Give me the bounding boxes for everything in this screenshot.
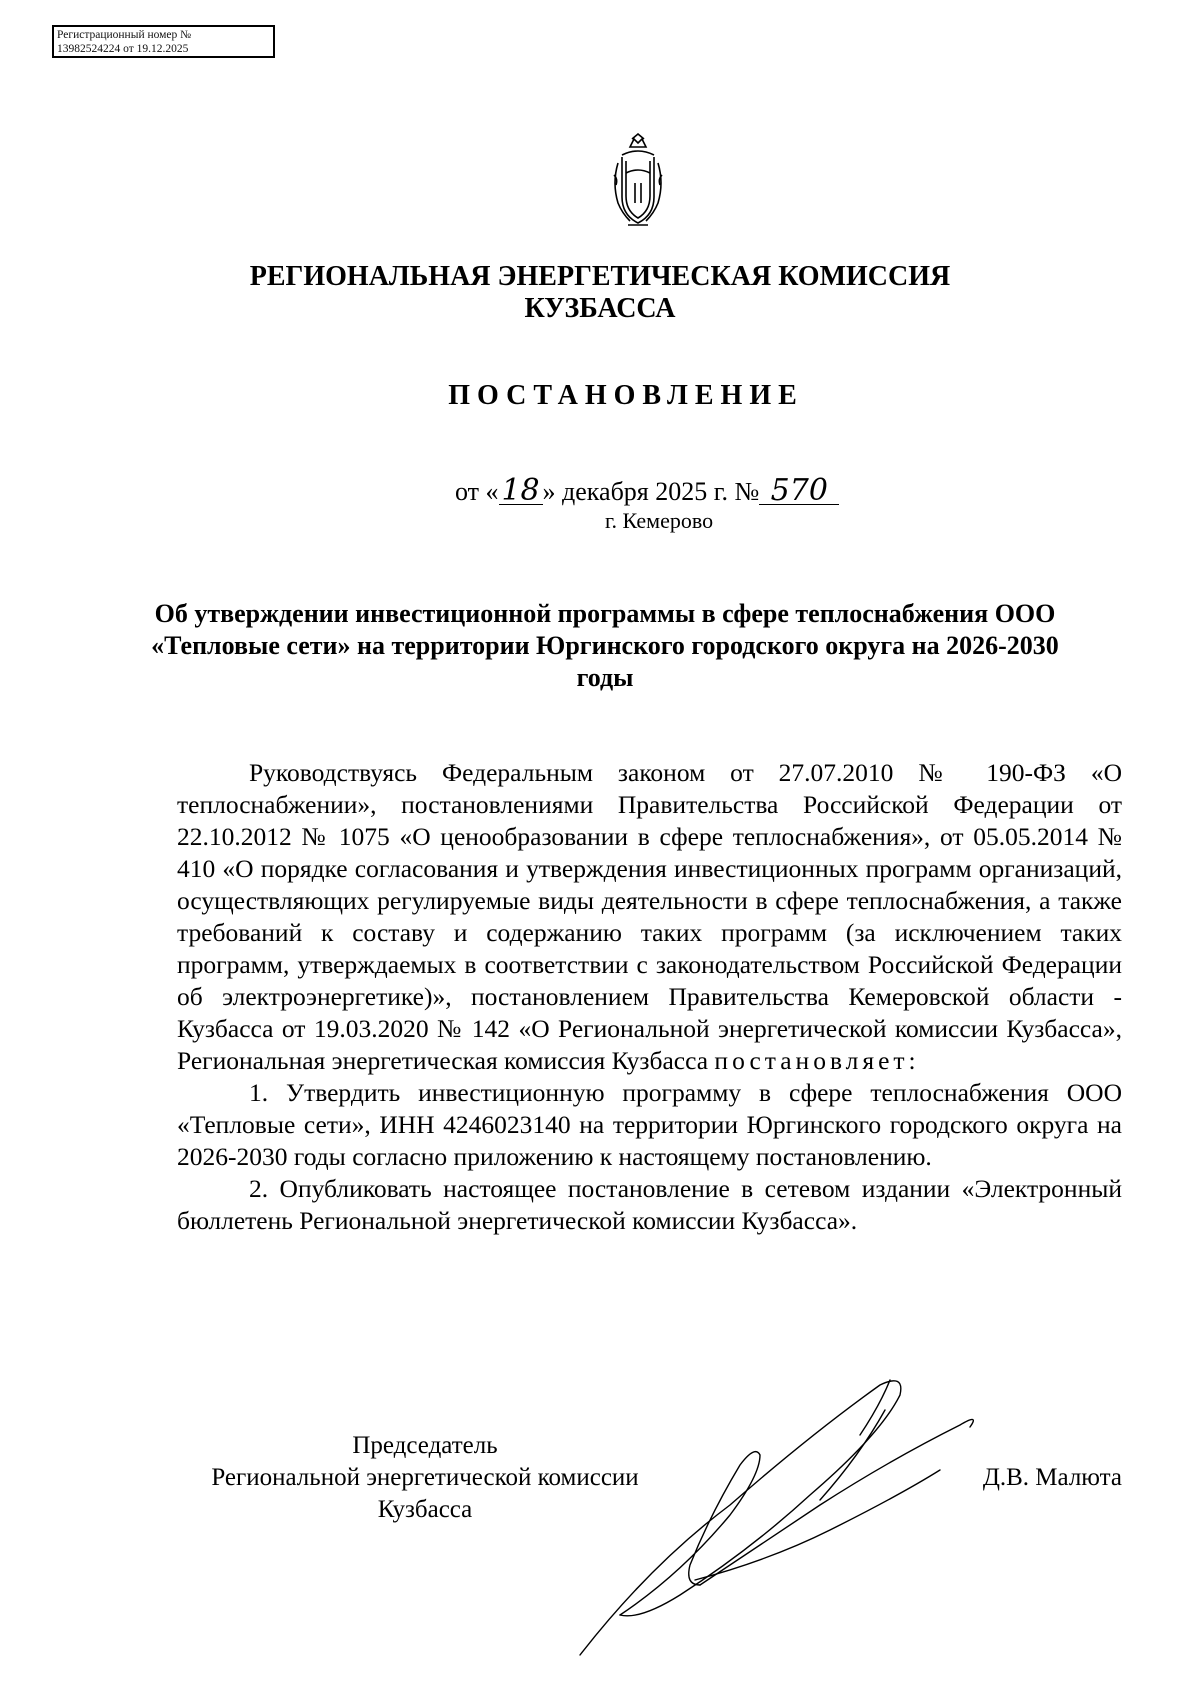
document-subject: Об утверждении инвестиционной программы в сфере теплоснабжения ООО «Тепловые сети» на территории Юргинского городского округа на 2026-2030 годы xyxy=(151,599,1059,692)
document-city: г. Кемерово xyxy=(605,508,714,533)
organization-name-line1: РЕГИОНАЛЬНАЯ ЭНЕРГЕТИЧЕСКАЯ КОМИССИЯ xyxy=(249,261,951,292)
date-middle: » декабря 2025 г. № xyxy=(542,477,760,506)
date-prefix: от « xyxy=(455,477,499,506)
coat-of-arms-emblem-icon xyxy=(608,133,668,231)
resolves-word: постановляет: xyxy=(714,1046,920,1075)
signatory-title-line1: Председатель xyxy=(352,1432,498,1459)
preamble-paragraph xyxy=(177,757,1122,1077)
registration-label: Регистрационный номер № xyxy=(57,29,192,41)
registration-value: 13982524224 от 19.12.2025 xyxy=(57,43,189,55)
signatory-title-line2: Региональной энергетической комиссии xyxy=(211,1464,639,1491)
handwritten-day: 18 xyxy=(499,478,543,505)
signatory-name: Д.В. Малюта xyxy=(982,1464,1122,1491)
document-type-title: ПОСТАНОВЛЕНИЕ xyxy=(448,380,804,411)
organization-name-line2: КУЗБАССА xyxy=(524,293,676,324)
signatory-title-line3: Кузбасса xyxy=(377,1496,473,1523)
preamble-text: Руководствуясь Федеральным законом от 27.07.2010 № 190-ФЗ «О теплоснабжении», постановлениями Правительства Российской Федерации от 22.10.2012 № 1075 «О ценообразовании в сфере теплоснабжения», от 05.05.2014 № 410 «О порядке согласования и утверждения инвестиционных программ организаций, осуществляющих регулируемые виды деятельности в сфере теплоснабжения, а также требований к составу и содержанию таких программ (за исключением таких программ, утверждаемых в соответствии с законодательством Российской Федерации об электроэнергетике)», постановлением Правительства Кемеровской области - Кузбасса от 19.03.2020 № 142 «О Региональной энергетической комиссии Кузбасса», Региональная энергетическая комиссия Кузбасса xyxy=(177,758,1122,1075)
registration-number-stamp xyxy=(52,25,275,58)
handwritten-signature xyxy=(560,1365,1060,1665)
document-date-number-line xyxy=(455,473,839,508)
handwritten-document-number: 570 xyxy=(759,478,839,505)
document-body xyxy=(177,757,1122,1237)
organization-name xyxy=(0,261,1200,325)
resolution-item-2: 2. Опубликовать настоящее постановление в сетевом издании «Электронный бюллетень Региональной энергетической комиссии Кузбасса». xyxy=(177,1174,1122,1235)
resolution-item-1: 1. Утвердить инвестиционную программу в сфере теплоснабжения ООО «Тепловые сети», ИНН 4246023140 на территории Юргинского городского округа на 2026-2030 годы согласно приложению к настоящему постановлению. xyxy=(177,1078,1122,1171)
